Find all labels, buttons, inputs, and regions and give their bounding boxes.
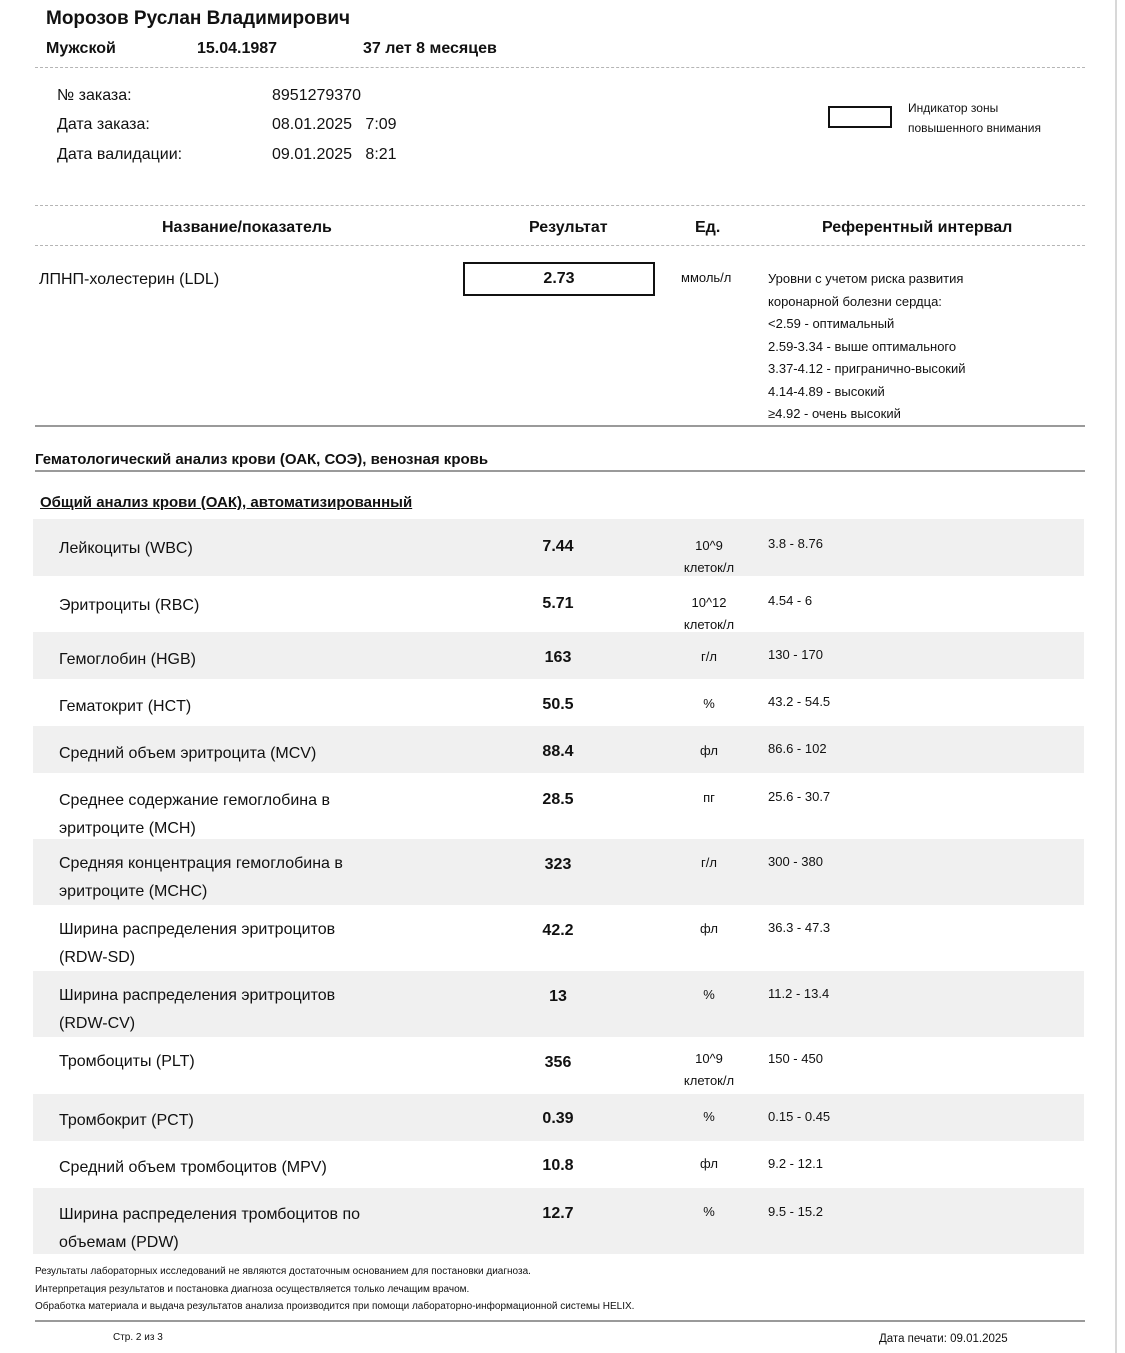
divider [35,245,1085,246]
divider [35,67,1085,68]
row-name: Средний объем тромбоцитов (MPV) [59,1159,327,1176]
validation-date: 09.01.2025 8:21 [272,146,397,163]
order-date: 08.01.2025 7:09 [272,116,397,133]
ldl-ref-line: коронарной болезни сердца: [768,293,942,309]
row-name: Эритроциты (RBC) [59,597,200,614]
footer-divider [35,1320,1085,1322]
legend-line-1: Индикатор зоны [908,101,999,115]
ldl-reference [768,268,966,426]
row-result: 7.44 [542,538,574,555]
row-reference: 300 - 380 [768,854,823,869]
table-row [33,726,1084,773]
row-unit: фл [700,743,718,758]
ldl-result: 2.73 [463,262,655,296]
ldl-ref-line: ≥4.92 - очень высокий [768,406,901,421]
table-row [33,905,1084,971]
disclaimer-line: Результаты лабораторных исследований не являются достаточным основанием для постановки диагноза. [35,1266,531,1277]
divider [35,205,1085,206]
row-unit: % [703,987,715,1002]
row-name: Гемоглобин (HGB) [59,651,196,668]
table-row [33,839,1084,905]
row-name: Ширина распределения эритроцитов (RDW-SD) [59,921,336,966]
row-name: Ширина распределения эритроцитов (RDW-CV) [59,987,336,1032]
header-result: Результат [529,219,608,236]
row-unit: г/л [701,855,717,870]
table-row [33,971,1084,1037]
section-title: Гематологический анализ крови (ОАК, СОЭ), венозная кровь [35,451,489,468]
table-row [33,1037,1084,1094]
row-reference: 4.54 - 6 [768,593,813,608]
patient-name: Морозов Руслан Владимирович [46,8,351,29]
page-edge-shadow [1115,0,1117,1353]
row-reference: 0.15 - 0.45 [768,1109,831,1124]
table-row [33,773,1084,839]
table-row [33,1094,1084,1141]
page-number: Стр. 2 из 3 [113,1332,163,1343]
row-result: 13 [549,988,567,1005]
attention-zone-legend [908,98,1078,138]
patient-age: 37 лет 8 месяцев [363,40,497,57]
row-name: Гематокрит (HCT) [59,698,192,715]
table-row [33,632,1084,679]
table-row [33,576,1084,632]
header-unit: Ед. [695,219,721,236]
row-name: Ширина распределения тромбоцитов по объемам (PDW) [59,1206,361,1251]
legend-line-2: повышенного внимания [908,121,1041,135]
row-reference: 43.2 - 54.5 [768,694,831,709]
ldl-ref-line: <2.59 - оптимальный [768,316,895,331]
ldl-ref-line: 2.59-3.34 - выше оптимального [768,338,957,354]
row-reference: 11.2 - 13.4 [768,986,830,1001]
table-row [33,679,1084,726]
row-result: 163 [544,649,572,666]
row-reference: 150 - 450 [768,1051,823,1066]
results-table [33,519,1084,1254]
row-unit: % [703,696,715,711]
section-divider [35,425,1085,427]
row-unit: 10^9 клеток/л [683,538,735,575]
subsection-title: Общий анализ крови (ОАК), автоматизированный [40,494,413,511]
disclaimer-line: Обработка материала и выдача результатов анализа производится при помощи лабораторно-информационной системы HELIX. [35,1301,635,1312]
disclaimer-line: Интерпретация результатов и постановка диагноза осуществляется только лечащим врачом. [35,1284,470,1295]
row-unit: пг [703,790,715,805]
row-result: 28.5 [542,791,574,808]
table-row [33,1141,1084,1188]
row-name: Среднее содержание гемоглобина в эритроците (MCH) [59,792,330,837]
ldl-ref-line: Уровни с учетом риска развития [768,271,964,286]
ldl-unit: ммоль/л [681,270,732,285]
table-row [33,519,1084,576]
row-unit: % [703,1204,715,1219]
row-reference: 9.5 - 15.2 [768,1204,823,1219]
row-unit: % [703,1109,715,1124]
attention-zone-indicator-box [828,106,892,128]
row-reference: 9.2 - 12.1 [768,1156,823,1171]
row-reference: 25.6 - 30.7 [768,789,831,804]
row-reference: 36.3 - 47.3 [768,920,831,935]
row-name: Средняя концентрация гемоглобина в эритроците (MCHC) [59,855,343,900]
row-reference: 130 - 170 [768,647,823,662]
row-result: 5.71 [542,595,574,612]
row-name: Лейкоциты (WBC) [59,540,193,557]
row-name: Тромбокрит (PCT) [59,1112,194,1129]
table-row [33,1188,1084,1254]
row-unit: 10^9 клеток/л [683,1051,735,1088]
row-reference: 3.8 - 8.76 [768,536,823,551]
print-date: Дата печати: 09.01.2025 [879,1333,1008,1345]
row-name: Средний объем эритроцита (MCV) [59,745,317,762]
row-unit: фл [700,921,718,936]
order-number: 8951279370 [272,87,361,104]
row-result: 12.7 [542,1205,574,1222]
row-reference: 86.6 - 102 [768,741,827,756]
row-result: 88.4 [542,743,574,760]
section-divider [35,470,1085,472]
validation-date-label: Дата валидации: [57,146,183,163]
row-result: 42.2 [542,922,574,939]
row-result: 50.5 [542,696,574,713]
row-unit: г/л [701,649,717,664]
ldl-ref-line: 4.14-4.89 - высокий [768,383,885,399]
patient-birth-date: 15.04.1987 [197,40,278,57]
row-result: 0.39 [542,1110,574,1127]
order-date-label: Дата заказа: [57,116,150,133]
ldl-ref-line: 3.37-4.12 - пригранично-высокий [768,361,966,376]
header-name: Название/показатель [162,219,332,236]
ldl-name: ЛПНП-холестерин (LDL) [39,271,220,288]
header-reference: Референтный интервал [822,219,1013,236]
row-result: 323 [544,856,572,873]
row-result: 10.8 [542,1157,574,1174]
row-unit: фл [700,1156,718,1171]
patient-sex: Мужской [46,40,116,57]
order-number-label: № заказа: [57,87,132,104]
row-result: 356 [544,1054,572,1071]
row-unit: 10^12 клеток/л [683,595,735,632]
row-name: Тромбоциты (PLT) [59,1053,195,1070]
